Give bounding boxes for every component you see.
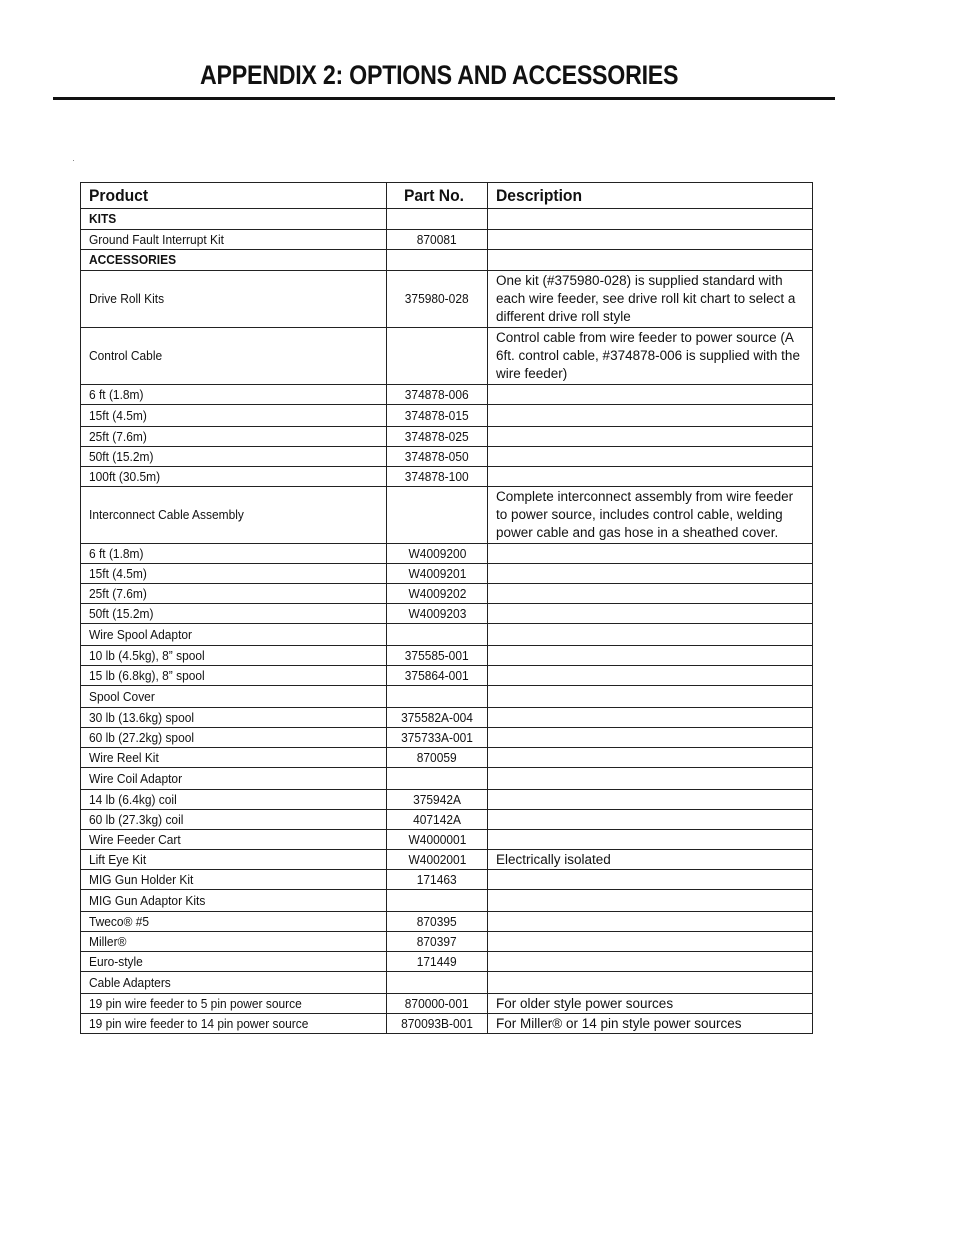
cell-part-no bbox=[387, 544, 488, 564]
cell-product bbox=[81, 385, 387, 405]
cell-description bbox=[488, 850, 813, 870]
product-text: Tweco® #5 bbox=[89, 913, 150, 929]
cell-part-no bbox=[387, 666, 488, 686]
product-text: MIG Gun Holder Kit bbox=[89, 871, 194, 887]
cell-description bbox=[488, 487, 813, 544]
cell-part-no bbox=[387, 994, 488, 1014]
cell-product bbox=[81, 994, 387, 1014]
cell-description bbox=[488, 646, 813, 666]
description-text: Control cable from wire feeder to power source (A 6ft. control cable, #374878-006 is supplied with the wire feeder) bbox=[496, 330, 800, 381]
part-number-text: 870395 bbox=[417, 913, 457, 929]
page-title: APPENDIX 2: OPTIONS AND ACCESSORIES bbox=[200, 60, 679, 90]
cell-product bbox=[81, 686, 387, 708]
cell-product bbox=[81, 544, 387, 564]
product-text: 15ft (4.5m) bbox=[89, 565, 147, 581]
product-text: 100ft (30.5m) bbox=[89, 468, 161, 484]
product-text: Drive Roll Kits bbox=[89, 291, 165, 306]
cell-description bbox=[488, 830, 813, 850]
cell-part-no bbox=[387, 271, 488, 328]
cell-description bbox=[488, 728, 813, 748]
header-part-no: Part No. bbox=[387, 183, 488, 209]
table-row bbox=[81, 912, 813, 932]
cell-description bbox=[488, 544, 813, 564]
product-text: 19 pin wire feeder to 14 pin power source bbox=[89, 1015, 309, 1031]
part-number-text: 870093B-001 bbox=[401, 1015, 473, 1031]
product-text: 50ft (15.2m) bbox=[89, 605, 154, 621]
cell-description bbox=[488, 230, 813, 250]
part-number-text: 375942A bbox=[413, 791, 461, 807]
header-description: Description bbox=[488, 183, 813, 209]
table-row bbox=[81, 686, 813, 708]
table-header-row bbox=[81, 183, 813, 209]
cell-description bbox=[488, 748, 813, 768]
cell-description bbox=[488, 405, 813, 427]
cell-description bbox=[488, 972, 813, 994]
product-text: 10 lb (4.5kg), 8” spool bbox=[89, 647, 205, 663]
product-text: Wire Spool Adaptor bbox=[89, 626, 193, 642]
product-text: 50ft (15.2m) bbox=[89, 448, 154, 464]
table-row bbox=[81, 564, 813, 584]
part-number-text: 375864-001 bbox=[405, 667, 469, 683]
product-text: Ground Fault Interrupt Kit bbox=[89, 231, 224, 247]
cell-description bbox=[488, 604, 813, 624]
part-number-text: 870000-001 bbox=[405, 995, 469, 1011]
table-row bbox=[81, 405, 813, 427]
cell-description bbox=[488, 427, 813, 447]
cell-part-no bbox=[387, 728, 488, 748]
part-number-text: W4000001 bbox=[408, 831, 466, 847]
cell-product bbox=[81, 912, 387, 932]
cell-part-no bbox=[387, 708, 488, 728]
part-number-text: 375733A-001 bbox=[401, 729, 473, 745]
cell-part-no bbox=[387, 912, 488, 932]
table-row bbox=[81, 790, 813, 810]
cell-product bbox=[81, 209, 387, 230]
product-text: 60 lb (27.2kg) spool bbox=[89, 729, 195, 745]
cell-product bbox=[81, 328, 387, 385]
cell-product bbox=[81, 487, 387, 544]
part-number-text: 374878-050 bbox=[405, 448, 469, 464]
cell-description bbox=[488, 385, 813, 405]
cell-product bbox=[81, 564, 387, 584]
product-text: Control Cable bbox=[89, 348, 163, 363]
table-row bbox=[81, 952, 813, 972]
table-row bbox=[81, 972, 813, 994]
cell-product bbox=[81, 1014, 387, 1034]
cell-description bbox=[488, 870, 813, 890]
cell-part-no bbox=[387, 467, 488, 487]
cell-description bbox=[488, 328, 813, 385]
cell-product bbox=[81, 230, 387, 250]
cell-description bbox=[488, 564, 813, 584]
cell-description bbox=[488, 708, 813, 728]
product-text: 25ft (7.6m) bbox=[89, 585, 147, 601]
part-number-text: 870059 bbox=[417, 749, 457, 765]
table-row bbox=[81, 584, 813, 604]
product-text: Spool Cover bbox=[89, 688, 155, 704]
cell-part-no bbox=[387, 487, 488, 544]
part-number-text: W4009203 bbox=[408, 605, 466, 621]
product-text: 60 lb (27.3kg) coil bbox=[89, 811, 184, 827]
part-number-text: W4009202 bbox=[408, 585, 466, 601]
cell-description bbox=[488, 624, 813, 646]
cell-part-no bbox=[387, 447, 488, 467]
accessories-table bbox=[80, 182, 813, 1034]
cell-part-no bbox=[387, 385, 488, 405]
cell-product bbox=[81, 467, 387, 487]
table-row bbox=[81, 890, 813, 912]
product-text: Lift Eye Kit bbox=[89, 851, 147, 867]
cell-part-no bbox=[387, 250, 488, 271]
table-row bbox=[81, 666, 813, 686]
cell-description bbox=[488, 912, 813, 932]
product-text: Cable Adapters bbox=[89, 974, 171, 990]
cell-description bbox=[488, 584, 813, 604]
cell-part-no bbox=[387, 870, 488, 890]
cell-product bbox=[81, 708, 387, 728]
cell-part-no bbox=[387, 686, 488, 708]
cell-product bbox=[81, 952, 387, 972]
cell-part-no bbox=[387, 328, 488, 385]
cell-product bbox=[81, 728, 387, 748]
description-text: For Miller® or 14 pin style power sources bbox=[496, 1015, 742, 1031]
table-row bbox=[81, 271, 813, 328]
table-row bbox=[81, 385, 813, 405]
table-row bbox=[81, 487, 813, 544]
cell-part-no bbox=[387, 405, 488, 427]
cell-product bbox=[81, 870, 387, 890]
product-text: 14 lb (6.4kg) coil bbox=[89, 791, 177, 807]
cell-description bbox=[488, 686, 813, 708]
cell-product bbox=[81, 624, 387, 646]
table-row bbox=[81, 230, 813, 250]
part-number-text: 374878-100 bbox=[405, 468, 469, 484]
cell-part-no bbox=[387, 972, 488, 994]
cell-part-no bbox=[387, 748, 488, 768]
product-text: Interconnect Cable Assembly bbox=[89, 507, 244, 522]
part-number-text: 375585-001 bbox=[405, 647, 469, 663]
cell-description bbox=[488, 932, 813, 952]
product-text: Wire Coil Adaptor bbox=[89, 770, 183, 786]
table-row bbox=[81, 748, 813, 768]
cell-product bbox=[81, 604, 387, 624]
table-row bbox=[81, 708, 813, 728]
cell-description bbox=[488, 447, 813, 467]
part-number-text: 374878-015 bbox=[405, 407, 469, 423]
cell-part-no bbox=[387, 850, 488, 870]
part-number-text: 375582A-004 bbox=[401, 709, 473, 725]
cell-description bbox=[488, 994, 813, 1014]
table-row bbox=[81, 932, 813, 952]
cell-part-no bbox=[387, 230, 488, 250]
stray-mark bbox=[73, 160, 74, 161]
cell-part-no bbox=[387, 427, 488, 447]
table-row bbox=[81, 1014, 813, 1034]
description-text: For older style power sources bbox=[496, 995, 674, 1011]
cell-product bbox=[81, 768, 387, 790]
cell-description bbox=[488, 890, 813, 912]
part-number-text: 374878-025 bbox=[405, 428, 469, 444]
cell-part-no bbox=[387, 624, 488, 646]
cell-product bbox=[81, 810, 387, 830]
product-text: Wire Feeder Cart bbox=[89, 831, 181, 847]
part-number-text: 171463 bbox=[417, 871, 457, 887]
description-text: Electrically isolated bbox=[496, 851, 611, 867]
cell-description bbox=[488, 666, 813, 686]
product-text: 6 ft (1.8m) bbox=[89, 545, 144, 561]
part-number-text: 374878-006 bbox=[405, 386, 469, 402]
product-text: Miller® bbox=[89, 933, 127, 949]
cell-product bbox=[81, 748, 387, 768]
cell-description bbox=[488, 467, 813, 487]
table-row bbox=[81, 604, 813, 624]
cell-description bbox=[488, 810, 813, 830]
cell-product bbox=[81, 646, 387, 666]
cell-product bbox=[81, 405, 387, 427]
part-number-text: W4002001 bbox=[408, 851, 466, 867]
table-row bbox=[81, 850, 813, 870]
part-number-text: 407142A bbox=[413, 811, 461, 827]
table-row bbox=[81, 810, 813, 830]
header-product: Product bbox=[81, 183, 387, 209]
product-text: 15ft (4.5m) bbox=[89, 407, 147, 423]
cell-part-no bbox=[387, 646, 488, 666]
table-row bbox=[81, 646, 813, 666]
cell-part-no bbox=[387, 1014, 488, 1034]
table-row bbox=[81, 447, 813, 467]
cell-part-no bbox=[387, 604, 488, 624]
cell-product bbox=[81, 972, 387, 994]
part-number-text: W4009200 bbox=[408, 545, 466, 561]
part-number-text: 171449 bbox=[417, 953, 457, 969]
cell-part-no bbox=[387, 564, 488, 584]
table-row bbox=[81, 994, 813, 1014]
cell-product bbox=[81, 271, 387, 328]
cell-description bbox=[488, 952, 813, 972]
cell-product bbox=[81, 427, 387, 447]
cell-description bbox=[488, 768, 813, 790]
cell-product bbox=[81, 932, 387, 952]
cell-part-no bbox=[387, 952, 488, 972]
title-rule bbox=[53, 97, 835, 100]
cell-product bbox=[81, 850, 387, 870]
part-number-text: 870081 bbox=[417, 231, 457, 247]
cell-product bbox=[81, 666, 387, 686]
cell-part-no bbox=[387, 810, 488, 830]
description-text: Complete interconnect assembly from wire feeder to power source, includes control cable, welding power cable and gas hose in a sheathed cover. bbox=[496, 489, 794, 540]
cell-part-no bbox=[387, 830, 488, 850]
table-row bbox=[81, 544, 813, 564]
table-category-row bbox=[81, 250, 813, 271]
cell-part-no bbox=[387, 584, 488, 604]
cell-product bbox=[81, 250, 387, 271]
cell-part-no bbox=[387, 932, 488, 952]
table-row bbox=[81, 830, 813, 850]
product-text: MIG Gun Adaptor Kits bbox=[89, 892, 206, 908]
product-text: ACCESSORIES bbox=[89, 252, 177, 267]
part-number-text: W4009201 bbox=[408, 565, 466, 581]
cell-part-no bbox=[387, 890, 488, 912]
cell-description bbox=[488, 250, 813, 271]
product-text: 15 lb (6.8kg), 8” spool bbox=[89, 667, 205, 683]
cell-product bbox=[81, 584, 387, 604]
product-text: Euro-style bbox=[89, 953, 143, 969]
table-row bbox=[81, 467, 813, 487]
product-text: 30 lb (13.6kg) spool bbox=[89, 709, 195, 725]
cell-product bbox=[81, 890, 387, 912]
cell-description bbox=[488, 790, 813, 810]
cell-part-no bbox=[387, 790, 488, 810]
cell-product bbox=[81, 790, 387, 810]
product-text: 6 ft (1.8m) bbox=[89, 386, 144, 402]
cell-product bbox=[81, 447, 387, 467]
product-text: 25ft (7.6m) bbox=[89, 428, 147, 444]
cell-description bbox=[488, 1014, 813, 1034]
cell-description bbox=[488, 209, 813, 230]
table-row bbox=[81, 870, 813, 890]
cell-product bbox=[81, 830, 387, 850]
part-number-text: 870397 bbox=[417, 933, 457, 949]
product-text: KITS bbox=[89, 211, 117, 226]
table-category-row bbox=[81, 209, 813, 230]
description-text: One kit (#375980-028) is supplied standard with each wire feeder, see drive roll kit chart to select a different drive roll style bbox=[496, 273, 796, 324]
table-row bbox=[81, 728, 813, 748]
product-text: Wire Reel Kit bbox=[89, 749, 159, 765]
table-row bbox=[81, 624, 813, 646]
table-row bbox=[81, 328, 813, 385]
cell-part-no bbox=[387, 768, 488, 790]
part-number-text: 375980-028 bbox=[405, 291, 469, 306]
table-row bbox=[81, 768, 813, 790]
table-row bbox=[81, 427, 813, 447]
cell-part-no bbox=[387, 209, 488, 230]
product-text: 19 pin wire feeder to 5 pin power source bbox=[89, 995, 302, 1011]
cell-description bbox=[488, 271, 813, 328]
